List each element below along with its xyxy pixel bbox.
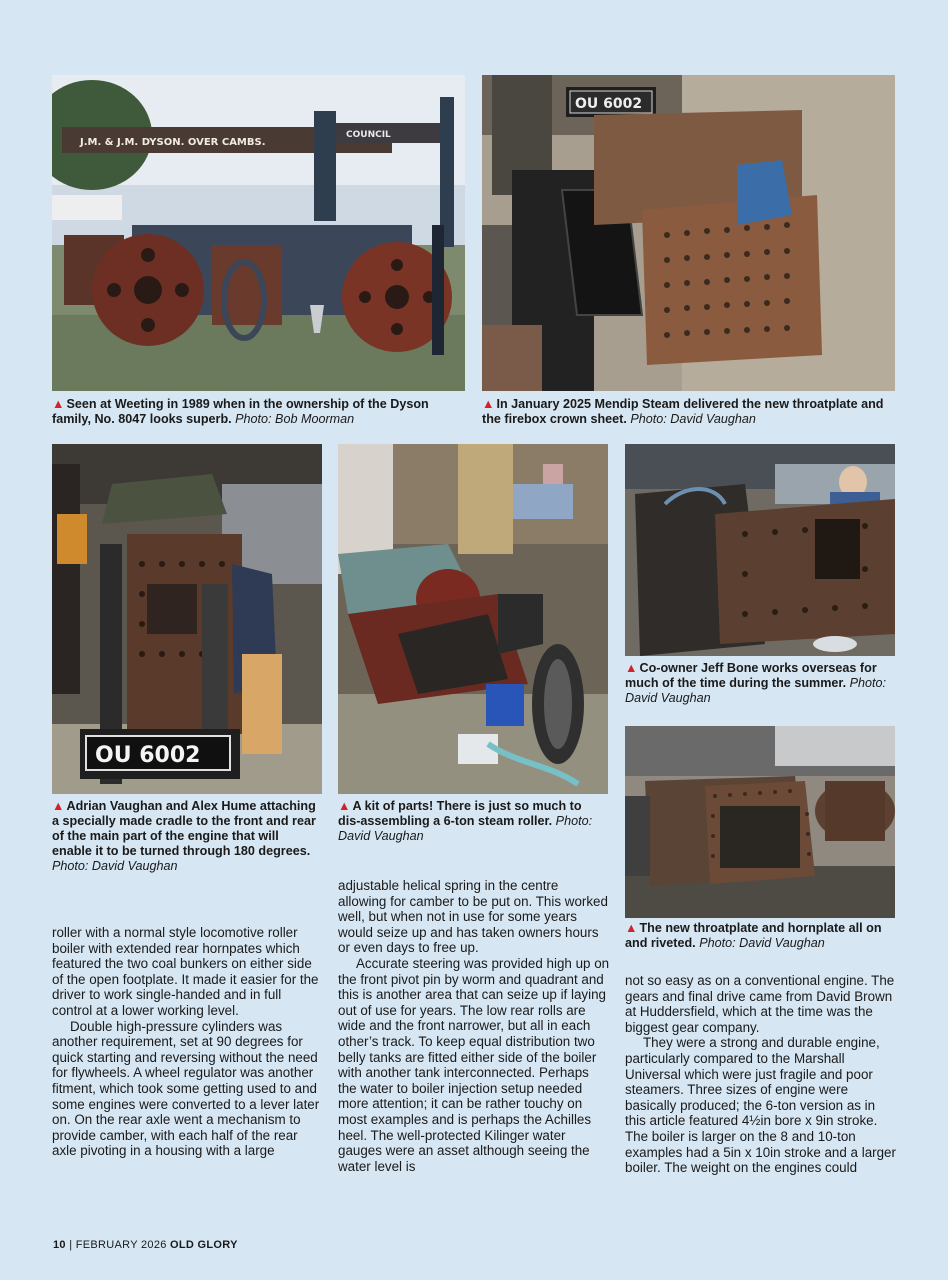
- caption-triangle-icon: ▲: [625, 661, 638, 675]
- photo-throatplate-riveted: [625, 726, 895, 918]
- page-footer: [53, 1239, 238, 1251]
- body-paragraph: adjustable helical spring in the centre allowing for camber to be put on. This worked well, but when not in use for some years would seize up and has taken owners hours or even days to free up.: [338, 878, 608, 956]
- body-column-3: [625, 973, 897, 1176]
- magazine-name: OLD GLORY: [170, 1239, 238, 1251]
- caption-credit: Photo: David Vaughan: [338, 814, 593, 843]
- body-paragraph: roller with a normal style locomotive roller boiler with extended rear hornpates which featured the two coal bunkers on either side of the open footplate. It made it easier for the driver to work single-handed and in full control at a lower working level.: [52, 925, 319, 1018]
- caption-lead: The new throatplate and hornplate all on and riveted.: [625, 921, 882, 950]
- caption-riveted: [625, 921, 900, 951]
- photo-kit-of-parts: [338, 444, 608, 794]
- caption-credit: Photo: David Vaughan: [630, 412, 756, 426]
- caption-credit: Photo: David Vaughan: [699, 936, 825, 950]
- caption-credit: Photo: David Vaughan: [52, 859, 178, 873]
- council-sign-text: COUNCIL: [346, 130, 391, 140]
- body-paragraph: not so easy as on a conventional engine. The gears and final drive came from David Brown at Huddersfield, which at the time was the biggest gear company.: [625, 973, 895, 1035]
- plate-text-left: OU 6002: [95, 743, 201, 768]
- caption-triangle-icon: ▲: [52, 799, 65, 813]
- caption-triangle-icon: ▲: [482, 397, 495, 411]
- body-paragraph: Accurate steering was provided high up on the front pivot pin by worm and quadrant and this is another area that can seize up if laying out of use for years. The low rear rolls are wide and the front narrower, but all in each other’s track. To keep equal distribution two belly tanks are fitted either side of the boiler with another tank interconnected. Perhaps the water to boiler injection setup needed more attention; it can be rather touchy on most examples and is perhaps the Achilles heel. The well-protected Kilinger water gauges were an asset although seeing the water level is: [338, 955, 610, 1174]
- caption-lead: In January 2025 Mendip Steam delivered the new throatplate and the firebox crown sheet.: [482, 397, 884, 426]
- caption-triangle-icon: ▲: [338, 799, 351, 813]
- caption-lead: Seen at Weeting in 1989 when in the ownership of the Dyson family, No. 8047 looks superb.: [52, 397, 429, 426]
- caption-triangle-icon: ▲: [625, 921, 638, 935]
- caption-lead: Co-owner Jeff Bone works overseas for much of the time during the summer.: [625, 661, 877, 690]
- plate-text-top: OU 6002: [575, 96, 643, 112]
- caption-kit-of-parts: [338, 799, 606, 844]
- photo-roller-weeting: [52, 75, 465, 391]
- caption-lead: A kit of parts! There is just so much to dis-assembling a 6-ton steam roller.: [338, 799, 582, 828]
- caption-triangle-icon: ▲: [52, 397, 65, 411]
- caption-lead: Adrian Vaughan and Alex Hume attaching a specially made cradle to the front and rear of the main part of the engine that will enable it to be turned through 180 degrees.: [52, 799, 316, 858]
- page-number: 10: [53, 1239, 66, 1251]
- body-paragraph: They were a strong and durable engine, particularly compared to the Marshall Universal which were just fragile and poor steamers. Three sizes of engine were basically produced; the 6-ton version as in this article featured 4½in bore x 9in stroke. The boiler is larger on the 8 and 10-ton examples had a 5in x 10in stroke and a larger boiler. The weight on the engines could: [625, 1035, 896, 1176]
- photo-cradle-attaching: [52, 444, 322, 794]
- caption-jeff-bone: [625, 661, 900, 706]
- caption-weeting: [52, 397, 468, 427]
- caption-credit: Photo: Bob Moorman: [235, 412, 355, 426]
- photo-throatplate-delivery: [482, 75, 895, 391]
- photo-jeff-bone: [625, 444, 895, 656]
- footer-separator: |: [69, 1239, 73, 1251]
- body-column-2: [338, 878, 610, 1174]
- caption-mendip: [482, 397, 902, 427]
- body-paragraph: Double high-pressure cylinders was another requirement, set at 90 degrees for quick starting and reversing without the need for flywheels. A wheel regulator was another fitment, which took some getting used to and some engines were converted to a lever later on. On the rear axle went a mechanism to provide camber, with each half of the rear axle pivoting in a housing with a large: [52, 1018, 320, 1159]
- canopy-sign-text: J.M. & J.M. DYSON. OVER CAMBS.: [80, 137, 266, 148]
- body-column-1: [52, 925, 324, 1159]
- caption-cradle: [52, 799, 320, 874]
- caption-credit: Photo: David Vaughan: [625, 676, 887, 705]
- issue-date: FEBRUARY 2026: [75, 1239, 167, 1251]
